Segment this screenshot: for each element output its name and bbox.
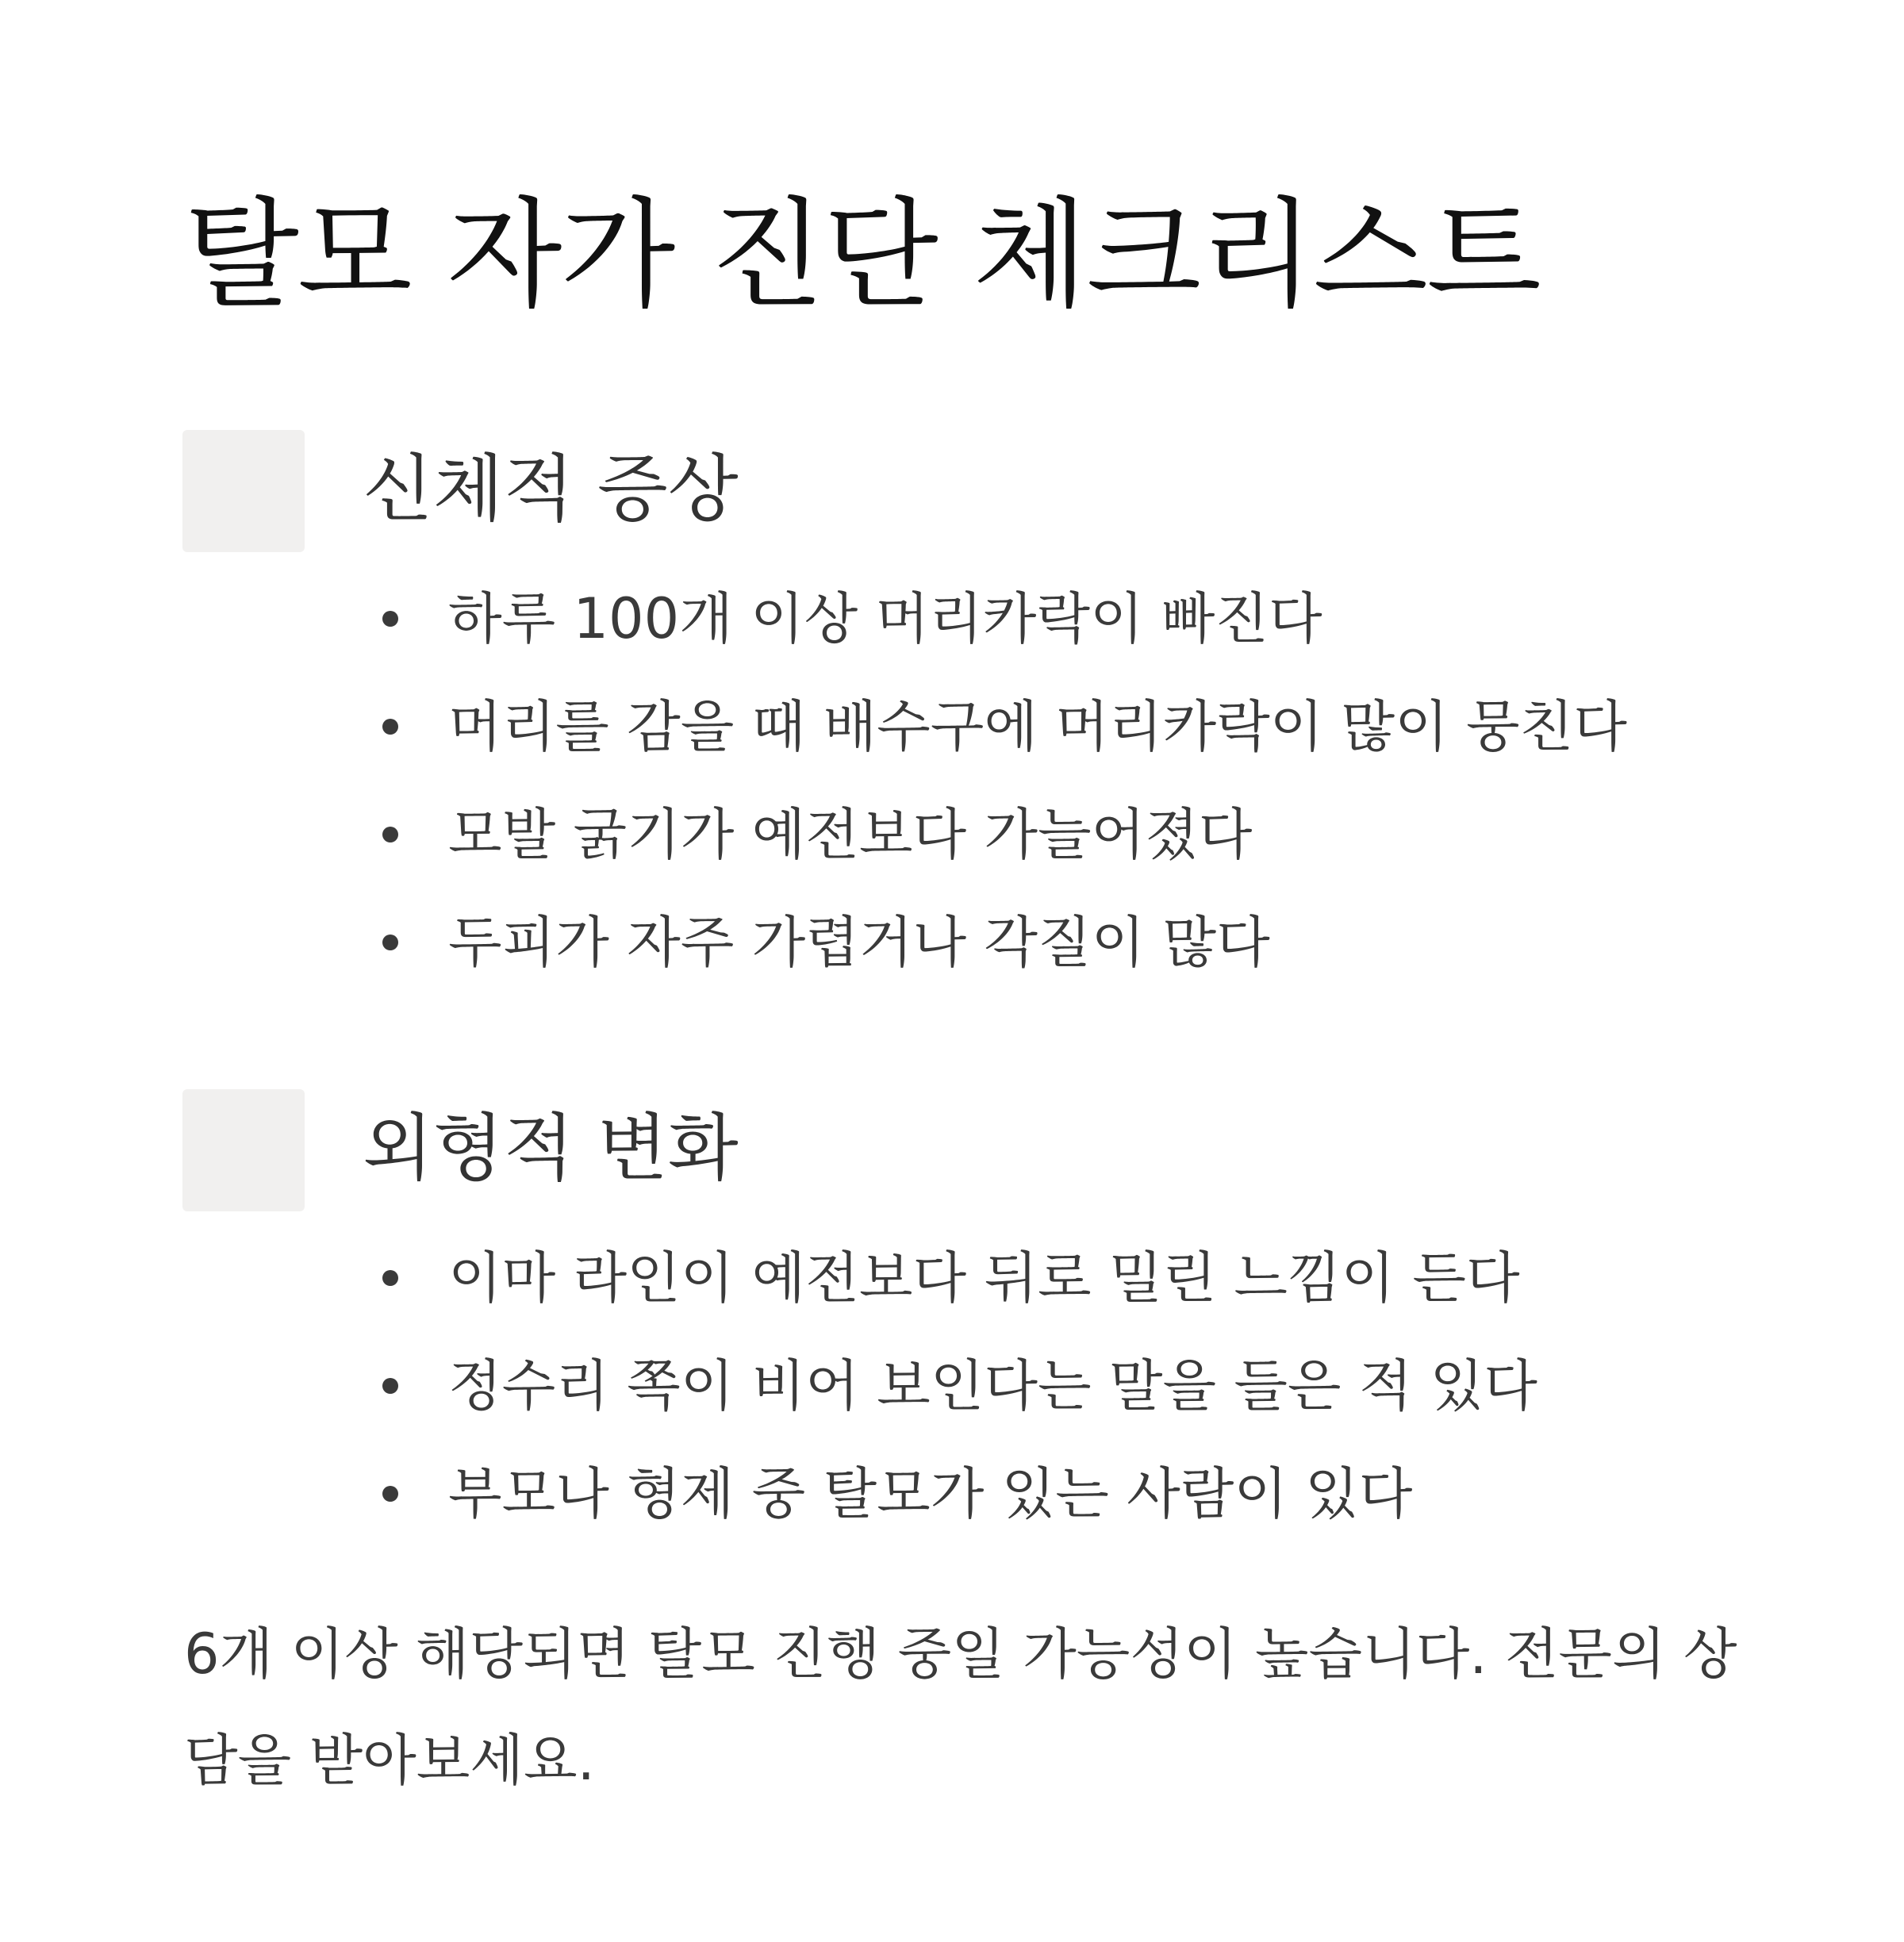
bullet-icon [382,1378,398,1394]
bullet-icon [382,827,398,842]
bullet-icon [382,611,398,627]
list-item [0,679,1904,787]
list-item-text: 정수리 쪽이 비어 보인다는 말을 들은 적 있다 [448,1353,1537,1418]
list-item-text: 하루 100개 이상 머리카락이 빠진다 [448,586,1322,651]
list-item-text: 이마 라인이 예전보다 뒤로 밀린 느낌이 든다 [448,1245,1520,1311]
checklist-items [0,1230,1904,1554]
list-item [0,571,1904,679]
bullet-icon [382,719,398,735]
section-title: 신체적 증상 [363,447,739,532]
list-item-text: 두피가 자주 가렵거나 각질이 많다 [448,910,1270,975]
section-checkbox-physical-symptoms[interactable] [182,430,305,552]
list-item-text: 머리를 감을 때 배수구에 머리카락이 많이 뭉친다 [448,694,1627,759]
list-item-text: 모발 굵기가 예전보다 가늘어졌다 [448,802,1253,867]
list-item [0,1338,1904,1446]
section-checkbox-appearance-changes[interactable] [182,1089,305,1211]
bullet-icon [382,935,398,950]
list-item-text: 부모나 형제 중 탈모가 있는 사람이 있다 [448,1461,1413,1526]
page-title: 탈모 자가 진단 체크리스트 [184,186,1540,324]
checklist-items [0,571,1904,1003]
footer-note: 6개 이상 해당되면 탈모 진행 중일 가능성이 높습니다. 전문의 상담을 받아보세요. [184,1622,1737,1793]
list-item [0,1446,1904,1554]
bullet-icon [382,1270,398,1286]
list-item [0,787,1904,895]
section-title: 외형적 변화 [363,1106,739,1191]
list-item [0,1230,1904,1338]
bullet-icon [382,1486,398,1502]
list-item [0,895,1904,1003]
